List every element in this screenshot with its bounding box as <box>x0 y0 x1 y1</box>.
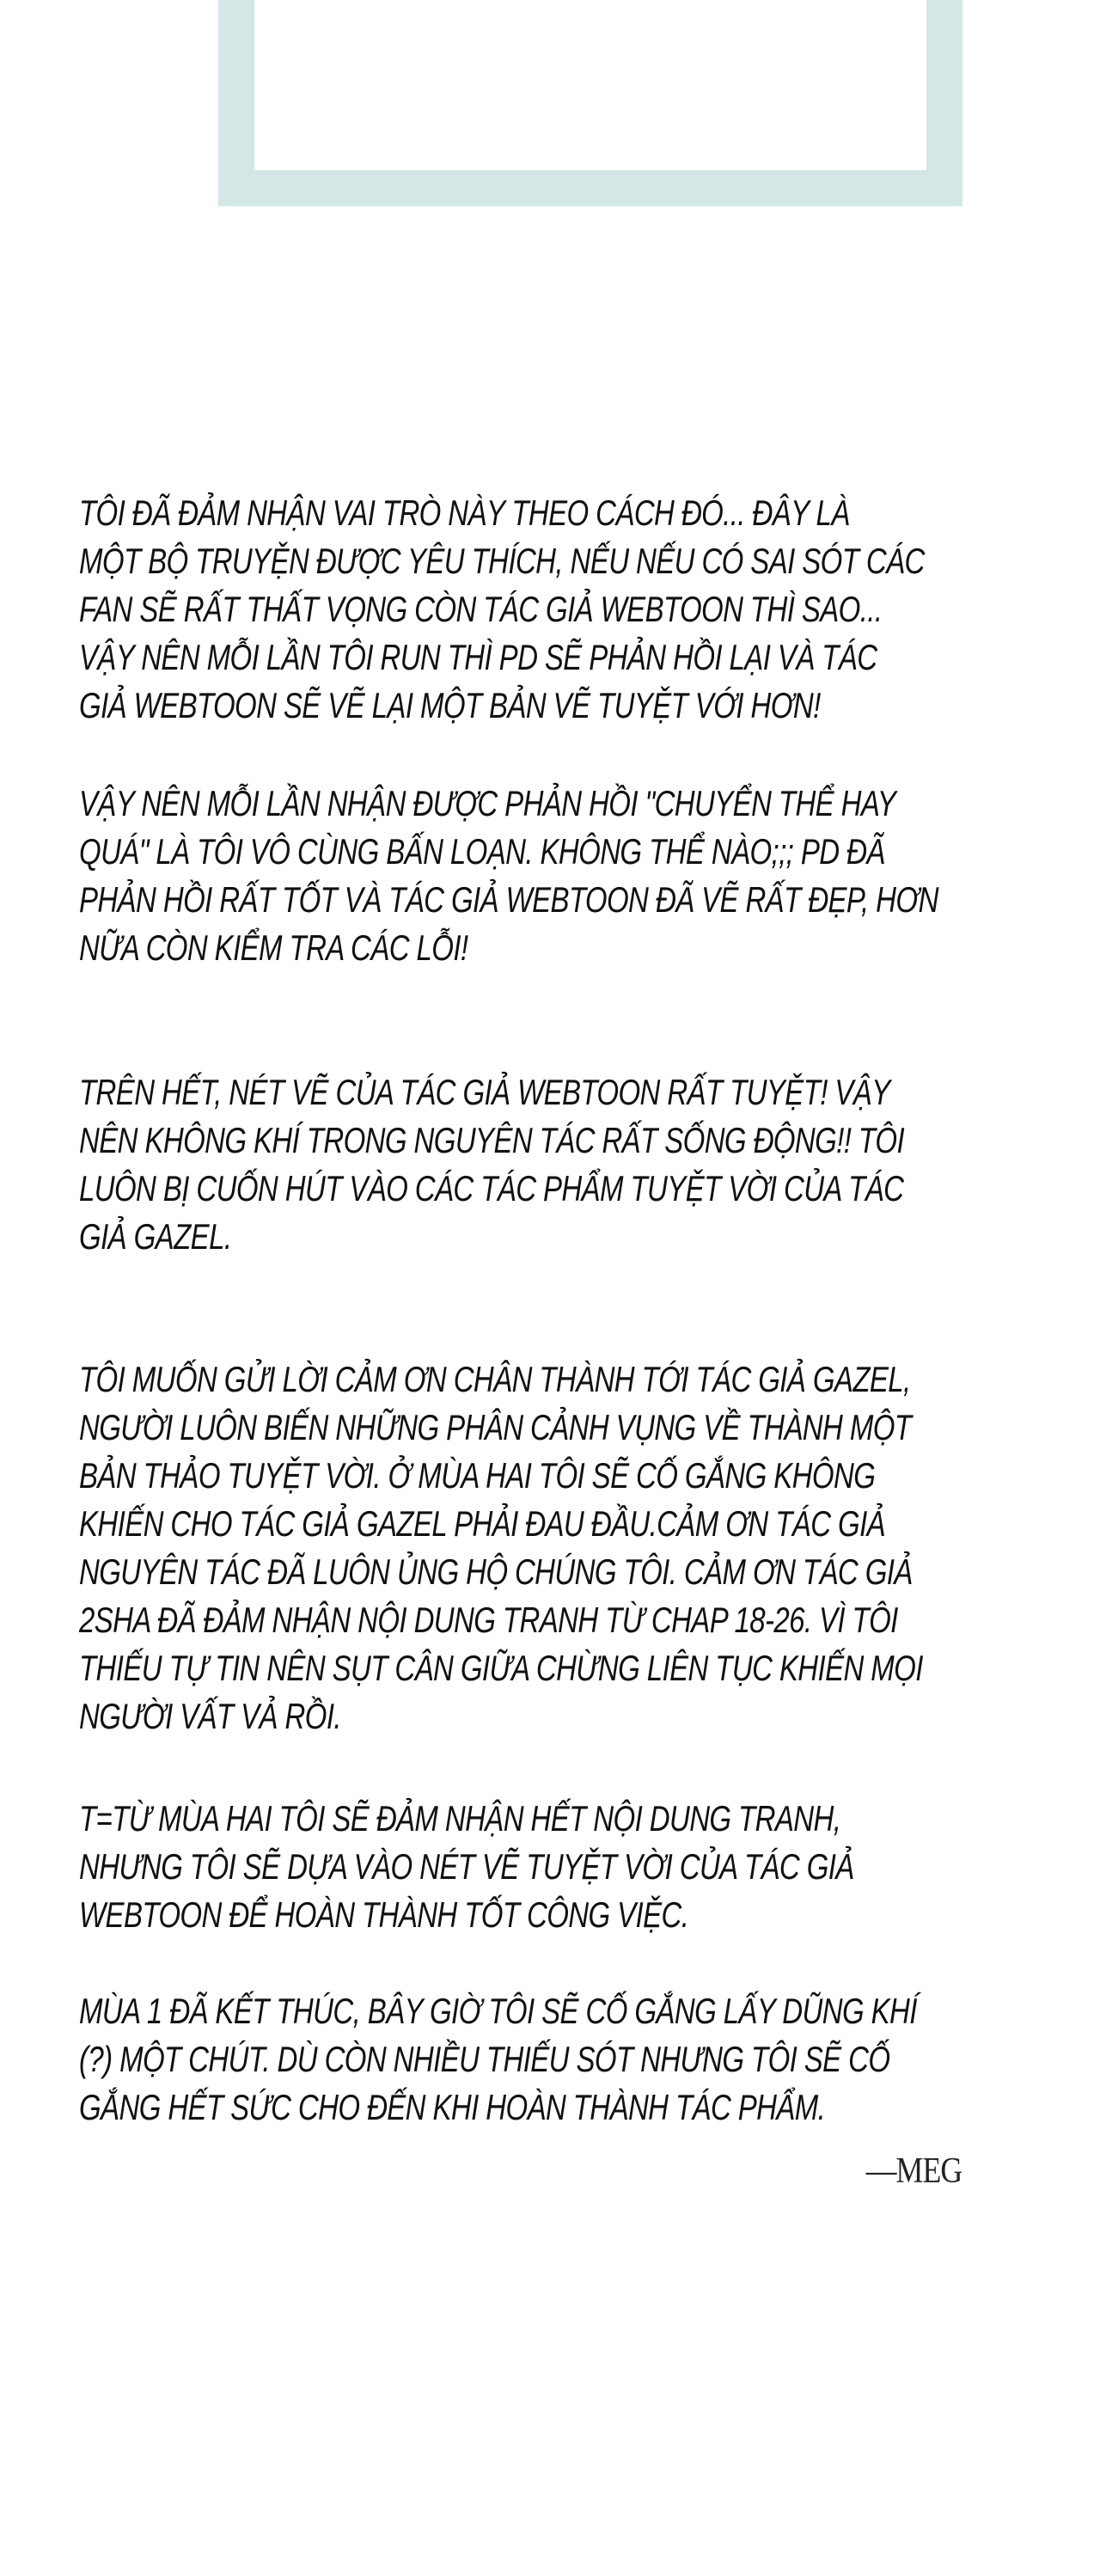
text-line: PHẢN HỒI RẤT TỐT VÀ TÁC GIẢ WEBTOON ĐÃ VẼ RẤT ĐẸP, HƠN <box>79 879 938 920</box>
text-line: NGUYÊN TÁC ĐÃ LUÔN ỦNG HỘ CHÚNG TÔI. CẢM ƠN TÁC GIẢ <box>79 1551 913 1592</box>
text-line: NÊN KHÔNG KHÍ TRONG NGUYÊN TÁC RẤT SỐNG ĐỘNG!! TÔI <box>79 1120 905 1160</box>
text-line: NHƯNG TÔI SẼ DỰA VÀO NÉT VẼ TUYỆT VỜI CỦA TÁC GIẢ <box>79 1846 854 1887</box>
text-line: MỘT BỘ TRUYỆN ĐƯỢC YÊU THÍCH, NẾU NẾU CÓ SAI SÓT CÁC <box>79 541 925 581</box>
text-line: T=TỪ MÙA HAI TÔI SẼ ĐẢM NHẬN HẾT NỘI DUNG TRANH, <box>79 1798 841 1839</box>
text-line: BẢN THẢO TUYỆT VỜI. Ở MÙA HAI TÔI SẼ CỐ GẮNG KHÔNG <box>79 1455 876 1496</box>
text-line: NGƯỜI VẤT VẢ RỒI. <box>79 1696 341 1736</box>
text-line: NỮA CÒN KIỂM TRA CÁC LỖI! <box>79 927 468 968</box>
text-line: GIẢ WEBTOON SẼ VẼ LẠI MỘT BẢN VẼ TUYỆT VỚI HƠN! <box>79 685 821 725</box>
paragraph-6 <box>79 1987 1033 2132</box>
text-line: QUÁ" LÀ TÔI VÔ CÙNG BẤN LOẠN. KHÔNG THỂ NÀO;;; PD ĐÃ <box>79 831 885 872</box>
text-line: THIẾU TỰ TIN NÊN SỤT CÂN GIỮA CHỪNG LIÊN TỤC KHIẾN MỌI <box>79 1648 923 1688</box>
text-line: VẬY NÊN MỖI LẦN NHẬN ĐƯỢC PHẢN HỒI "CHUYỂN THỂ HAY <box>79 783 896 823</box>
signature: —MEG <box>865 2151 962 2191</box>
paragraph-2 <box>79 780 1033 972</box>
text-line: TÔI MUỐN GỬI LỜI CẢM ƠN CHÂN THÀNH TỚI TÁC GIẢ GAZEL, <box>79 1359 911 1399</box>
text-line: NGƯỜI LUÔN BIẾN NHỮNG PHÂN CẢNH VỤNG VỀ THÀNH MỘT <box>79 1407 912 1447</box>
panel-frame-base <box>218 170 962 206</box>
paragraph-4 <box>79 1355 1033 1741</box>
paragraph-1 <box>79 489 1033 730</box>
paragraph-5 <box>79 1795 1033 1939</box>
text-line: (?) MỘT CHÚT. DÙ CÒN NHIỀU THIẾU SÓT NHƯNG TÔI SẼ CỐ <box>79 2039 890 2079</box>
text-line: TRÊN HẾT, NÉT VẼ CỦA TÁC GIẢ WEBTOON RẤT TUYỆT! VẬY <box>79 1072 890 1112</box>
text-line: WEBTOON ĐỂ HOÀN THÀNH TỐT CÔNG VIỆC. <box>79 1894 689 1935</box>
text-line: LUÔN BỊ CUỐN HÚT VÀO CÁC TÁC PHẨM TUYỆT VỜI CỦA TÁC <box>79 1168 904 1208</box>
paragraph-3 <box>79 1068 1033 1261</box>
text-line: FAN SẼ RẤT THẤT VỌNG CÒN TÁC GIẢ WEBTOON THÌ SAO... <box>79 589 883 629</box>
text-line: TÔI ĐÃ ĐẢM NHẬN VAI TRÒ NÀY THEO CÁCH ĐÓ... ĐÂY LÀ <box>79 493 850 533</box>
text-line: KHIẾN CHO TÁC GIẢ GAZEL PHẢI ĐAU ĐẦU.CẢM ƠN TÁC GIẢ <box>79 1503 886 1544</box>
text-line: 2SHA ĐÃ ĐẢM NHẬN NỘI DUNG TRANH TỪ CHAP 18-26. VÌ TÔI <box>79 1600 898 1640</box>
text-line: MÙA 1 ĐÃ KẾT THÚC, BÂY GIỜ TÔI SẼ CỐ GẮNG LẤY DŨNG KHÍ <box>79 1991 917 2031</box>
text-line: VẬY NÊN MỖI LẦN TÔI RUN THÌ PD SẼ PHẢN HỒI LẠI VÀ TÁC <box>79 637 877 677</box>
text-line: GIẢ GAZEL. <box>79 1216 232 1257</box>
text-line: GẮNG HẾT SỨC CHO ĐẾN KHI HOÀN THÀNH TÁC PHẨM. <box>79 2087 826 2127</box>
